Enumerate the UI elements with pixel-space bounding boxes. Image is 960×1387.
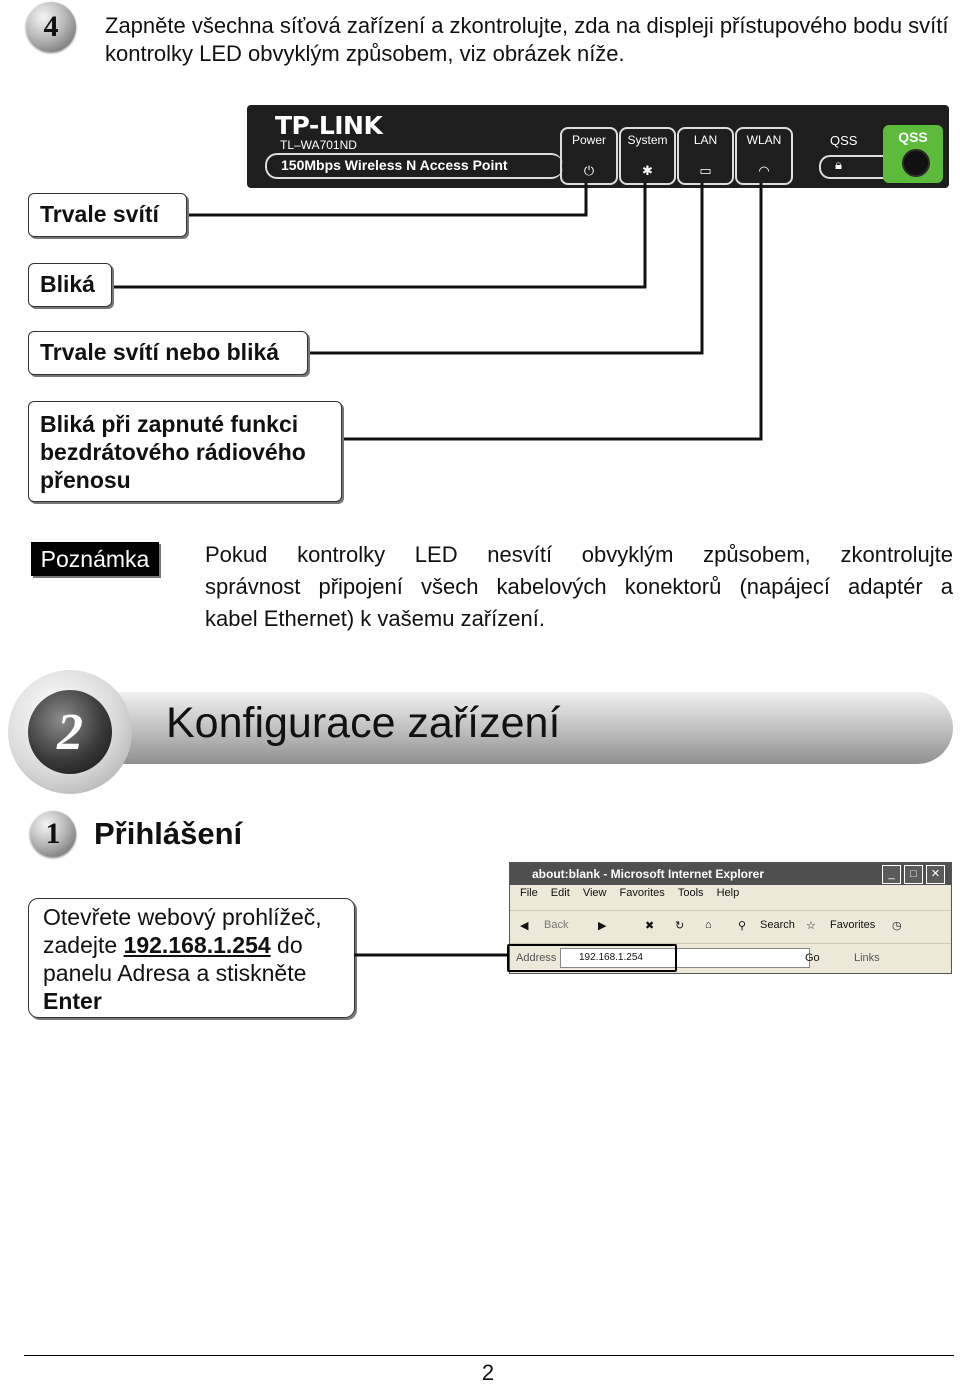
wifi-icon: ◠ <box>758 163 770 178</box>
connector-wlan <box>342 183 761 439</box>
ip-address: 192.168.1.254 <box>123 932 271 958</box>
maximize-button[interactable]: □ <box>904 865 923 884</box>
address-label: Address <box>516 952 557 964</box>
search-icon[interactable]: ⚲ <box>738 920 747 932</box>
menu-file[interactable]: File <box>520 887 538 899</box>
browser-title: about:blank - Microsoft Internet Explorer <box>510 863 951 885</box>
brand-logo: TP-LINK <box>275 111 383 140</box>
menu-tools[interactable]: Tools <box>677 887 704 899</box>
device-description: 150Mbps Wireless N Access Point <box>281 157 508 173</box>
address-input[interactable]: 192.168.1.254 <box>560 948 810 968</box>
back-arrow-icon[interactable]: ◀ <box>520 920 529 932</box>
links-button[interactable]: Links <box>854 952 880 964</box>
close-button[interactable]: ✕ <box>926 865 945 884</box>
login-line: panelu Adresa a stiskněte <box>43 960 307 986</box>
note-line: správnost připojení všech kabelových konektorů (napájecí adaptér a <box>205 574 953 599</box>
callout-steady: Trvale svítí <box>28 193 187 237</box>
callout-wireless: Bliká při zapnuté funkci bezdrátového rádiového přenosu <box>28 401 342 502</box>
menu-help[interactable]: Help <box>716 887 740 899</box>
qss-label: QSS <box>830 133 858 148</box>
stop-icon[interactable]: ✖ <box>645 920 655 932</box>
page-number: 2 <box>481 1360 495 1385</box>
enter-key-label: Enter <box>43 988 102 1014</box>
menu-edit[interactable]: Edit <box>550 887 570 899</box>
lock-icon: 🔒︎ <box>835 157 842 172</box>
login-line <box>43 931 340 959</box>
section-title: Konfigurace zařízení <box>166 699 561 747</box>
callout-steady-or-blinking: Trvale svítí nebo bliká <box>28 331 308 375</box>
led-system-label: System <box>627 133 668 147</box>
subsection-title: Přihlášení <box>94 816 243 851</box>
login-instructions <box>28 898 355 1018</box>
note-text <box>205 539 953 635</box>
led-power-label: Power <box>571 133 606 147</box>
history-icon[interactable]: ◷ <box>892 920 902 932</box>
search-button[interactable]: Search <box>760 919 795 931</box>
login-connector <box>354 950 514 960</box>
callout-blinking: Bliká <box>28 263 112 307</box>
home-icon[interactable]: ⌂ <box>705 919 712 931</box>
refresh-icon[interactable]: ↻ <box>675 920 685 932</box>
forward-arrow-icon[interactable]: ▶ <box>598 920 607 932</box>
note-tag: Poznámka <box>31 542 159 576</box>
step-4-number: 4 <box>43 10 59 43</box>
login-text: do <box>270 932 303 958</box>
minimize-button[interactable]: _ <box>882 865 901 884</box>
section-number: 2 <box>57 703 83 761</box>
section-number-badge <box>28 690 112 774</box>
favorites-button[interactable]: Favorites <box>830 919 876 931</box>
address-highlight <box>507 944 677 972</box>
connector-system <box>112 183 645 287</box>
model-name: TL–WA701ND <box>280 138 357 152</box>
power-icon: ⏻ <box>583 163 595 178</box>
footer-rule <box>24 1355 954 1356</box>
led-wlan-label: WLAN <box>746 133 782 147</box>
login-line: Otevřete webový prohlížeč, <box>43 904 322 930</box>
qss-button-label: QSS <box>898 129 928 145</box>
subsection-number: 1 <box>45 817 61 850</box>
note-line: kabel Ethernet) k vašemu zařízení. <box>205 606 545 631</box>
browser-toolbar <box>510 910 951 941</box>
menu-view[interactable]: View <box>582 887 607 899</box>
lan-icon: ▭ <box>699 163 712 178</box>
go-button[interactable]: Go <box>805 952 820 964</box>
back-button[interactable]: Back <box>544 919 569 931</box>
gear-icon: ✱ <box>642 163 653 178</box>
connector-power <box>187 183 586 215</box>
subsection-bullet <box>30 811 76 857</box>
led-lan-label: LAN <box>693 133 718 147</box>
step-4-text: Zapněte všechna síťová zařízení a zkontrolujte, zda na displeji přístupového bodu svítí kontrolky LED obvyklým způsobem, viz obrázek níže. <box>105 13 949 66</box>
menu-favorites[interactable]: Favorites <box>619 887 665 899</box>
favorites-star-icon[interactable]: ☆ <box>806 920 816 932</box>
connector-lan <box>308 183 702 353</box>
browser-menu <box>510 887 951 907</box>
note-line: Pokud kontrolky LED nesvítí obvyklým způsobem, zkontrolujte <box>205 542 953 567</box>
login-text: zadejte <box>43 932 124 958</box>
